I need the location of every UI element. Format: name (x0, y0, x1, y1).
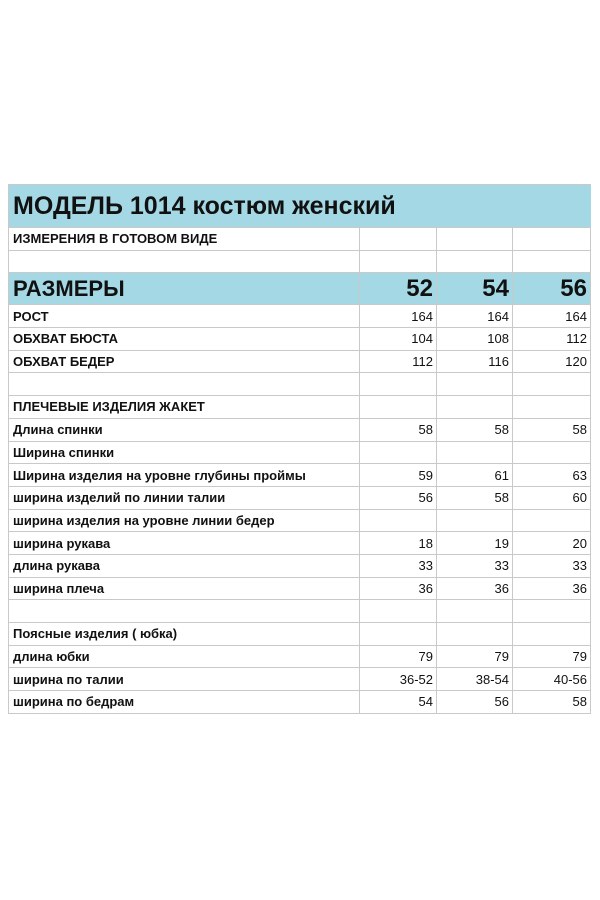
row-value[interactable]: 164 (513, 305, 591, 328)
table-row (9, 646, 591, 669)
row-value[interactable]: 33 (437, 555, 513, 578)
row-label[interactable]: длина рукава (9, 555, 360, 578)
empty-cell[interactable] (360, 600, 437, 623)
row-value[interactable]: 58 (437, 419, 513, 442)
row-value[interactable]: 79 (360, 646, 437, 669)
row-value[interactable] (437, 510, 513, 533)
section-row (9, 396, 591, 419)
row-value[interactable]: 58 (513, 419, 591, 442)
row-value[interactable]: 33 (513, 555, 591, 578)
table-subtitle[interactable]: ИЗМЕРЕНИЯ В ГОТОВОМ ВИДЕ (9, 228, 360, 251)
table-title[interactable]: МОДЕЛЬ 1014 костюм женский (9, 185, 591, 228)
row-value[interactable]: 59 (360, 464, 437, 487)
table-row (9, 305, 591, 328)
empty-cell[interactable] (513, 600, 591, 623)
sizes-row (9, 273, 591, 305)
empty-cell[interactable] (437, 251, 513, 274)
size-52[interactable]: 52 (360, 273, 437, 305)
row-value[interactable]: 58 (437, 487, 513, 510)
row-value[interactable]: 116 (437, 351, 513, 374)
row-label[interactable]: ширина изделия на уровне линии бедер (9, 510, 360, 533)
table-row (9, 555, 591, 578)
row-value[interactable]: 33 (360, 555, 437, 578)
row-label[interactable]: ширина плеча (9, 578, 360, 601)
size-56[interactable]: 56 (513, 273, 591, 305)
blank-row (9, 373, 591, 396)
row-value[interactable]: 19 (437, 532, 513, 555)
row-value[interactable]: 36 (360, 578, 437, 601)
row-label[interactable]: ширина рукава (9, 532, 360, 555)
row-value[interactable]: 60 (513, 487, 591, 510)
row-value[interactable]: 120 (513, 351, 591, 374)
empty-cell[interactable] (513, 228, 591, 251)
row-label[interactable]: Ширина спинки (9, 442, 360, 465)
empty-cell[interactable] (437, 600, 513, 623)
row-value[interactable]: 36 (437, 578, 513, 601)
row-label[interactable]: ОБХВАТ БЕДЕР (9, 351, 360, 374)
table-row (9, 532, 591, 555)
row-value[interactable]: 36-52 (360, 668, 437, 691)
row-value[interactable]: 40-56 (513, 668, 591, 691)
row-value[interactable]: 104 (360, 328, 437, 351)
row-value[interactable]: 36 (513, 578, 591, 601)
row-value[interactable]: 164 (360, 305, 437, 328)
row-label[interactable]: ОБХВАТ БЮСТА (9, 328, 360, 351)
row-value[interactable]: 56 (437, 691, 513, 714)
table-row (9, 328, 591, 351)
row-value[interactable]: 58 (513, 691, 591, 714)
size-54[interactable]: 54 (437, 273, 513, 305)
row-label[interactable]: Ширина изделия на уровне глубины проймы (9, 464, 360, 487)
row-value[interactable]: 61 (437, 464, 513, 487)
empty-cell[interactable] (360, 251, 437, 274)
empty-cell[interactable] (360, 373, 437, 396)
row-value[interactable]: 79 (513, 646, 591, 669)
row-label[interactable]: ширина по бедрам (9, 691, 360, 714)
title-row (9, 184, 591, 228)
row-value[interactable] (360, 510, 437, 533)
blank-row (9, 600, 591, 623)
row-value[interactable]: 108 (437, 328, 513, 351)
row-value[interactable] (437, 442, 513, 465)
row-value[interactable]: 54 (360, 691, 437, 714)
table-row (9, 464, 591, 487)
row-label[interactable]: Длина спинки (9, 419, 360, 442)
table-row (9, 668, 591, 691)
empty-cell[interactable] (360, 228, 437, 251)
skirt-section-title[interactable]: Поясные изделия ( юбка) (9, 623, 360, 646)
table-row (9, 691, 591, 714)
row-label[interactable]: РОСТ (9, 305, 360, 328)
row-value[interactable]: 56 (360, 487, 437, 510)
row-label[interactable]: ширина по талии (9, 668, 360, 691)
empty-cell[interactable] (360, 396, 437, 419)
measurement-table (8, 184, 591, 714)
empty-cell[interactable] (9, 251, 360, 274)
row-value[interactable]: 20 (513, 532, 591, 555)
table-row (9, 487, 591, 510)
row-value[interactable]: 63 (513, 464, 591, 487)
row-value[interactable]: 58 (360, 419, 437, 442)
row-label[interactable]: длина юбки (9, 646, 360, 669)
empty-cell[interactable] (513, 396, 591, 419)
blank-row (9, 251, 591, 274)
empty-cell[interactable] (360, 623, 437, 646)
empty-cell[interactable] (437, 396, 513, 419)
subtitle-row (9, 228, 591, 251)
empty-cell[interactable] (513, 373, 591, 396)
table-row (9, 578, 591, 601)
empty-cell[interactable] (9, 373, 360, 396)
row-value[interactable] (513, 442, 591, 465)
empty-cell[interactable] (513, 623, 591, 646)
table-row (9, 351, 591, 374)
row-value[interactable]: 79 (437, 646, 513, 669)
row-value[interactable]: 112 (513, 328, 591, 351)
empty-cell[interactable] (437, 228, 513, 251)
empty-cell[interactable] (513, 251, 591, 274)
row-value[interactable]: 164 (437, 305, 513, 328)
table-row (9, 442, 591, 465)
row-value[interactable]: 38-54 (437, 668, 513, 691)
table-row (9, 510, 591, 533)
section-row (9, 623, 591, 646)
jacket-section-title[interactable]: ПЛЕЧЕВЫЕ ИЗДЕЛИЯ ЖАКЕТ (9, 396, 360, 419)
empty-cell[interactable] (437, 373, 513, 396)
empty-cell[interactable] (9, 600, 360, 623)
row-value[interactable] (513, 510, 591, 533)
empty-cell[interactable] (437, 623, 513, 646)
row-value[interactable]: 18 (360, 532, 437, 555)
row-value[interactable] (360, 442, 437, 465)
table-row (9, 419, 591, 442)
row-label[interactable]: ширина изделий по линии талии (9, 487, 360, 510)
row-value[interactable]: 112 (360, 351, 437, 374)
sizes-label[interactable]: РАЗМЕРЫ (9, 273, 360, 305)
